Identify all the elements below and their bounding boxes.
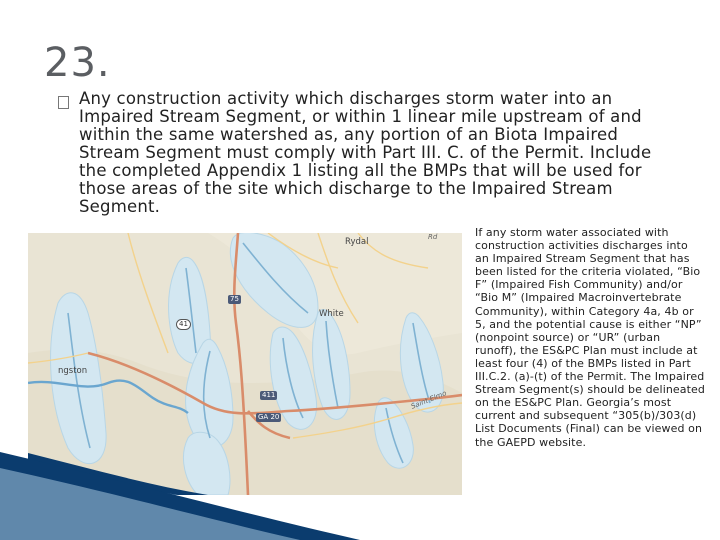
shield-ga20: GA 20 bbox=[258, 413, 280, 421]
map-label-kingston: ngston bbox=[58, 366, 88, 376]
shield-i75: 75 bbox=[230, 295, 239, 303]
map-label-rydal: Rydal bbox=[345, 237, 369, 247]
slide-number: 23. bbox=[44, 40, 111, 86]
map-label-saint-elmo: Saint Elmo bbox=[409, 389, 448, 411]
side-note: If any storm water associated with construction activities discharges into an Impaired Stream Segment that has been listed for the criteria violated, “Bio F” (Impaired Fish Community) and/or “Bio M” (Impaired Macroinvertebrate Community), within Category 4a, 4b or 5, and the potential cause is either “NP” (nonpoint source) or “UR” (urban runoff), the ES&PC Plan must include at least four (4) of the BMPs listed in Part III.C.2. (a)-(t) of the Permit. The Impaired Stream Segment(s) should be delineated on the ES&PC Plan. Georgia’s most current and subsequent “305(b)/303(d) List Documents (Final) can be viewed on the GAEPD website. bbox=[475, 226, 705, 449]
bullet-text: Any construction activity which discharges storm water into an Impaired Stream Segment, or within 1 linear mile upstream of and within the same watershed as, any portion of an Biota Impaired Stream Segment must comply with Part III. C. of the Permit. Include the completed Appendix 1 listing all the BMPs that will be used for those areas of the site which discharge to the Impaired Stream Segment. bbox=[79, 89, 652, 216]
map-label-white: White bbox=[319, 309, 344, 319]
shield-route411: 411 bbox=[262, 391, 276, 399]
shield-route41: 41 bbox=[176, 319, 191, 330]
map-label-rd: Rd bbox=[428, 233, 438, 241]
